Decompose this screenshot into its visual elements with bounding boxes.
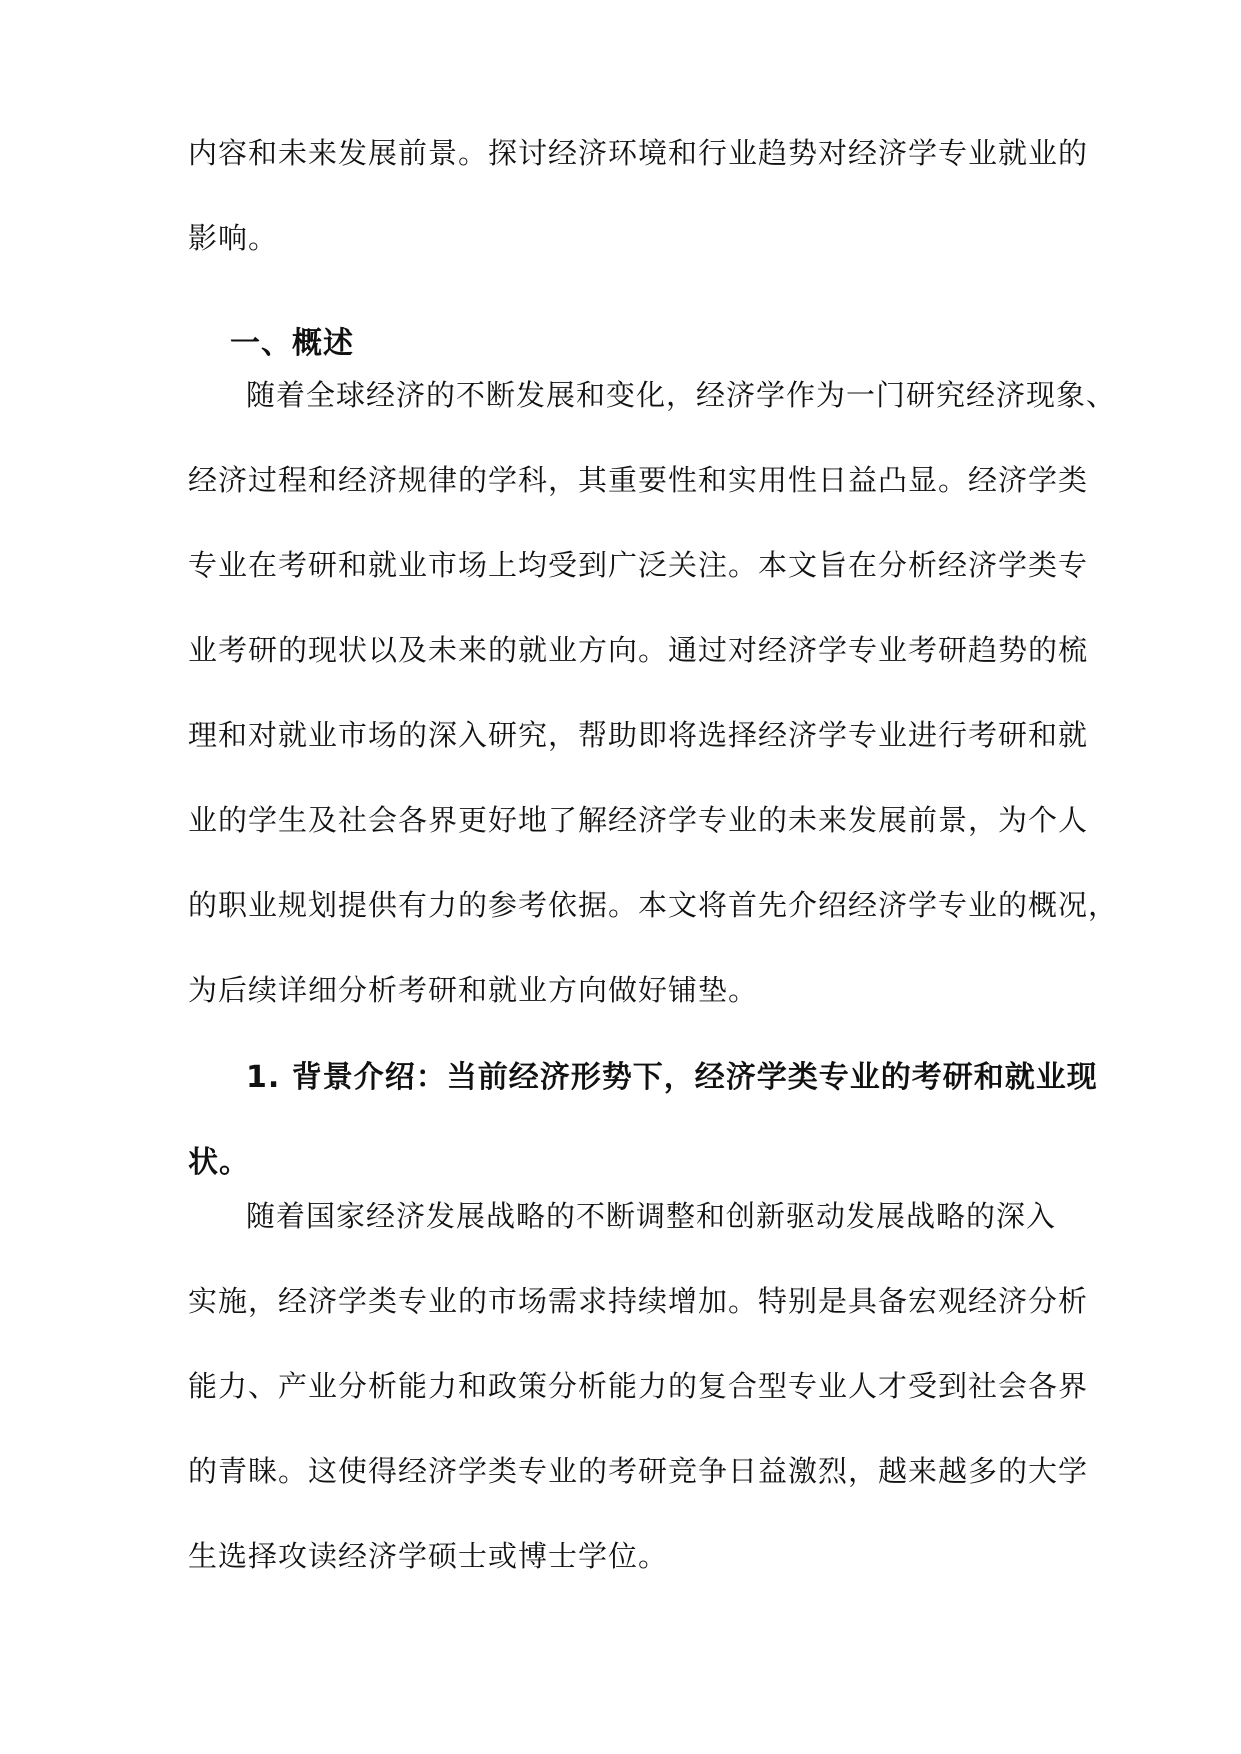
overview-paragraph [188,353,1119,1033]
intro-line-1: 内容和未来发展前景。探讨经济环境和行业趋势对经济学专业就业的 [188,136,1089,170]
subsection-heading-line-2: 状。 [188,1145,250,1180]
background-line-5: 生选择攻读经济学硕士或博士学位。 [188,1539,669,1573]
overview-line-8: 为后续详细分析考研和就业方向做好铺垫。 [188,973,759,1007]
overview-line-5: 理和对就业市场的深入研究，帮助即将选择经济学专业进行考研和就 [188,718,1089,752]
overview-line-4: 业考研的现状以及未来的就业方向。通过对经济学专业考研趋势的梳 [188,633,1089,667]
overview-line-2: 经济过程和经济规律的学科，其重要性和实用性日益凸显。经济学类 [188,463,1089,497]
overview-line-3: 专业在考研和就业市场上均受到广泛关注。本文旨在分析经济学类专 [188,548,1089,582]
overview-line-7: 的职业规划提供有力的参考依据。本文将首先介绍经济学专业的概况， [188,888,1119,922]
background-paragraph [188,1174,1089,1599]
section-heading-text: 一、概述 [230,326,354,361]
background-line-2: 实施，经济学类专业的市场需求持续增加。特别是具备宏观经济分析 [188,1284,1089,1318]
background-line-3: 能力、产业分析能力和政策分析能力的复合型专业人才受到社会各界 [188,1369,1089,1403]
intro-paragraph [188,111,1089,281]
overview-line-6: 业的学生及社会各界更好地了解经济学专业的未来发展前景，为个人 [188,803,1089,837]
background-line-1: 随着国家经济发展战略的不断调整和创新驱动发展战略的深入 [246,1199,1057,1233]
subsection-heading-line-1: 1. 背景介绍：当前经济形势下，经济学类专业的考研和就业现 [246,1060,1098,1095]
overview-line-1: 随着全球经济的不断发展和变化，经济学作为一门研究经济现象、 [246,378,1117,412]
background-line-4: 的青睐。这使得经济学类专业的考研竞争日益激烈，越来越多的大学 [188,1454,1089,1488]
intro-line-2: 影响。 [188,221,279,255]
